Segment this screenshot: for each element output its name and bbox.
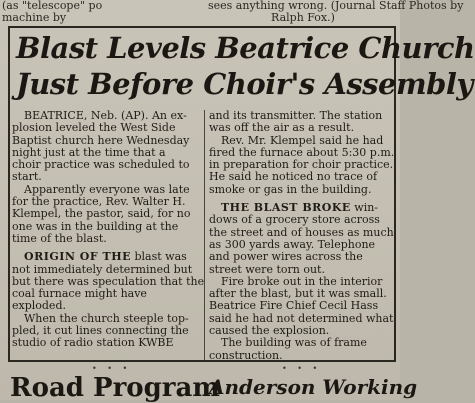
right-paragraph-4 (209, 276, 396, 337)
text-line: coal furnace might have (12, 287, 147, 301)
subhead-rest: win- (350, 201, 379, 215)
right-paragraph-2 (209, 135, 396, 196)
text-line: fired the furnace about 5:30 p.m. (209, 145, 395, 159)
text-line: street were torn out. (209, 262, 325, 276)
right-paragraph-5 (209, 337, 396, 362)
text-line: Apparently everyone was late (24, 182, 190, 196)
text-line: construction. (209, 348, 283, 362)
left-paragraph-4 (12, 313, 202, 350)
text-line: the street and of houses as much (209, 225, 394, 239)
text-line: studio of radio station KWBE (12, 336, 174, 350)
text-line: exploded. (12, 299, 66, 313)
top-left-line-2: machine by (2, 11, 67, 24)
subhead-rest: blast was (130, 250, 187, 264)
clipped-top-right-text (208, 0, 464, 26)
left-paragraph-2 (12, 184, 202, 245)
column-divider (204, 110, 205, 360)
top-right-line-1: sees anything wrong. (Journal Staff Photos by (208, 0, 464, 12)
text-line: dows of a grocery store across (209, 213, 380, 227)
text-line: night just at the time that a (12, 145, 166, 159)
text-line: Klempel, the pastor, said, for no (12, 207, 191, 221)
text-line: When the church steeple top- (24, 311, 189, 325)
headline-line-1: Blast Levels Beatrice Church (16, 31, 475, 65)
subhead-lead: THE BLAST BROKE (221, 201, 351, 215)
text-line: start. (12, 170, 42, 184)
subhead-lead: ORIGIN OF THE (24, 250, 131, 264)
text-line: one was in the building at the (12, 219, 179, 233)
text-line: was off the air as a result. (209, 121, 355, 135)
text-line: said he had not determined what (209, 311, 394, 325)
text-line: for the practice, Rev. Walter H. (12, 195, 186, 209)
ornament-dots: • • • (92, 364, 132, 373)
text-line: The building was of frame (221, 336, 367, 350)
article-left-column (12, 109, 205, 350)
text-line: in preparation for choir practice. (209, 158, 394, 172)
headline-line-2: Just Before Choir's Assembly (16, 67, 473, 101)
text-line: and power wires across the (209, 250, 363, 264)
text-line: smoke or gas in the building. (209, 182, 372, 196)
next-headline-left: Road Program (10, 373, 220, 403)
text-line: Baptist church here Wednesday (12, 133, 190, 147)
text-line: choir practice was scheduled to (12, 158, 190, 172)
text-line: caused the explosion. (209, 324, 330, 338)
text-line: plosion leveled the West Side (12, 121, 176, 135)
text-line: Beatrice Fire Chief Cecil Hass (209, 299, 379, 313)
text-line: but there was speculation that the (12, 274, 205, 288)
text-line: pled, it cut lines connecting the (12, 324, 189, 338)
text-line: Rev. Mr. Klempel said he had (221, 133, 384, 147)
article-right-column (209, 110, 396, 362)
text-line: BEATRICE, Neb. (AP). An ex- (24, 109, 187, 122)
text-line: time of the blast. (12, 231, 107, 245)
left-paragraph-1 (12, 110, 202, 184)
clipped-top-left-text (2, 0, 192, 26)
top-right-line-2: Ralph Fox.) (271, 11, 335, 24)
left-paragraph-3 (12, 250, 205, 313)
article-headline (16, 30, 475, 102)
text-line: and its transmitter. The station (209, 109, 383, 122)
text-line (12, 251, 202, 263)
text-line: He said he noticed no trace of (209, 170, 378, 184)
top-left-line-1: (as "telescope" po (2, 0, 103, 12)
text-line: not immediately determined but (12, 262, 193, 276)
text-line: as 300 yards away. Telephone (209, 237, 376, 251)
right-paragraph-1 (209, 110, 396, 135)
next-headline-right: Anderson Working (209, 375, 418, 399)
right-paragraph-3 (209, 202, 396, 276)
ornament-dots: • • • (282, 364, 322, 373)
text-line: after the blast, but it was small. (209, 287, 387, 301)
text-line: Fire broke out in the interior (221, 274, 383, 288)
